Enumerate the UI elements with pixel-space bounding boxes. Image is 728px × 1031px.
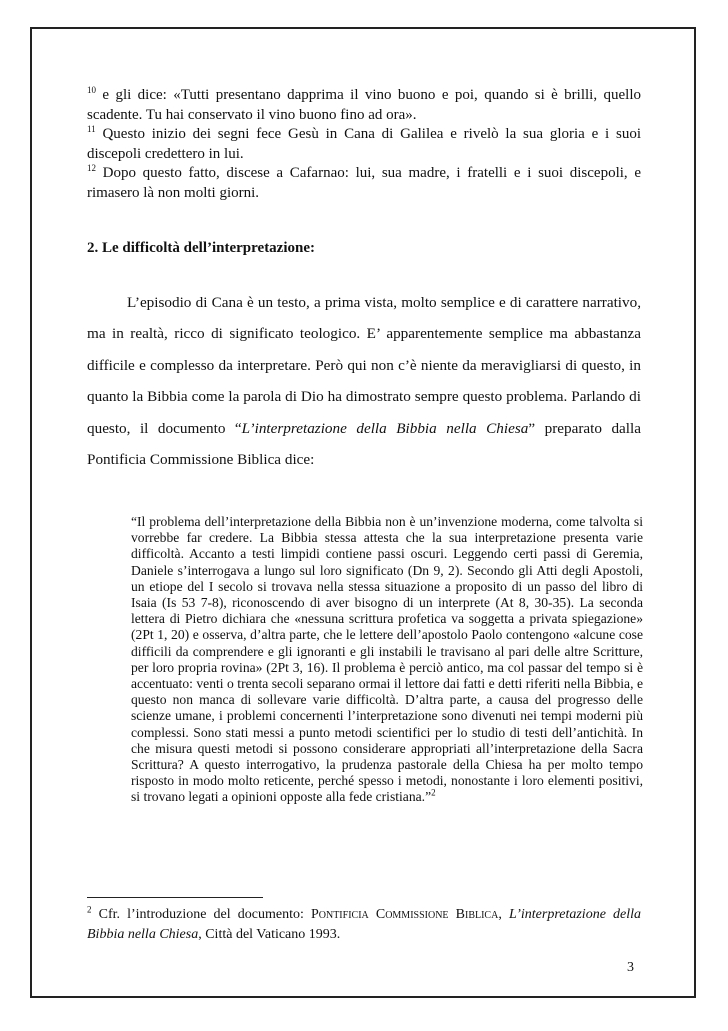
footnote-author: Pontificia Commissione Biblica (310, 907, 499, 922)
footnote-text (87, 905, 641, 945)
page-number: 3 (627, 960, 634, 975)
quote-body: “Il problema dell’interpretazione della Bibbia non è un’invenzione moderna, come talvolta si vorrebbe far credere. La Bibbia stessa attesta che la sua interpretazione presenta varie difficoltà. Accanto a testi limpidi contiene passi oscuri. Leggendo certi passi di Geremia, Daniele s’interrogava a lungo sul loro significato (Dn 9, 2). Secondo gli Atti degli Apostoli, un etiope del I secolo si trovava nella stessa situazione a proposito di un passo del libro di Isaia (Is 53 7-8), riconoscendo di aver bisogno di un interprete (At 8, 30-35). La seconda lettera di Pietro dichiara che «nessuna scrittura profetica va soggetta a privata spiegazione» (2Pt 1, 20) e osserva, d’altra parte, che le lettere dell’apostolo Paolo contengono «alcune cose difficili da comprendere e gli ignoranti e gli instabili le travisano al pari delle altre Scritture, per loro propria rovina» (2Pt 3, 16). Il problema è perciò antico, ma col passar del tempo si è accentuato: venti o trenta secoli separano ormai il lettore dai fatti e detti riferiti nella Bibbia, e questo non manca di sollevare varie difficoltà. D’altra parte, a causa del progresso delle scienze umane, i problemi concernenti l’interpretazione sono divenuti nei tempi moderni più complessi. Sono stati messi a punto metodi scientifici per lo studio di testi dell’antichità. In che misura questi metodi si possono considerare appropriati all’interpretazione della Sacra Scrittura? A questo interrogativo, la prudenza pastorale della Chiesa ha per molto tempo risposto in modo molto reticente, perché spesso i metodi, nonostante i loro elementi positivi, si trovano legati a opinioni opposte alla fede cristiana.” (131, 514, 643, 805)
footnote-prefix: Cfr. l’introduzione del documento: (91, 907, 311, 922)
verse-text: Dopo questo fatto, discese a Cafarnao: lui, sua madre, i fratelli e i suoi discepoli, e rimasero là non molti giorni. (87, 165, 641, 201)
footnote-separator (87, 897, 263, 898)
paragraph-text-after-title: ” preparato dalla Pontificia Commissione Biblica dice: (87, 419, 641, 469)
verse-number: 10 (87, 85, 96, 95)
verse-number: 11 (87, 124, 96, 134)
quote-text (131, 514, 643, 806)
paragraph-text-before-title: L’episodio di Cana è un testo, a prima vista, molto semplice e di carattere narrativo, ma in realtà, ricco di significato teologico. E’ apparentemente semplice ma abbastanza difficile e complesso da interpretare. Però qui non c’è niente da meravigliarsi di questo, in quanto la Bibbia come la parola di Dio ha dimostrato sempre questo problema. Parlando di questo, il documento “ (87, 294, 641, 437)
section-heading: 2. Le difficoltà dell’interpretazione: (87, 240, 316, 256)
verse-text: Questo inizio dei segni fece Gesù in Cana di Galilea e rivelò la sua gloria e i suoi discepoli credettero in lui. (87, 126, 641, 162)
verse-10 (87, 86, 641, 125)
paragraph-text (87, 287, 641, 475)
verse-block (87, 86, 641, 203)
footnote-suffix: , Città del Vaticano 1993. (198, 926, 341, 942)
verse-12 (87, 164, 641, 203)
footnote-reference[interactable]: 2 (431, 787, 436, 798)
footnote-separator-text: , (498, 907, 509, 922)
verse-text: e gli dice: «Tutti presentano dapprima il vino buono e poi, quando si è brilli, quello scadente. Tu hai conservato il vino buono fino ad ora». (87, 87, 641, 123)
footnote-title: L’interpretazione della Bibbia nella Chiesa (87, 907, 642, 942)
verse-number: 12 (87, 163, 96, 173)
footnote (87, 905, 641, 945)
body-paragraph (87, 287, 641, 475)
verse-11 (87, 125, 641, 164)
document-title: L’interpretazione della Bibbia nella Chiesa (241, 419, 529, 437)
block-quote (131, 514, 643, 806)
footnote-number: 2 (87, 904, 92, 915)
